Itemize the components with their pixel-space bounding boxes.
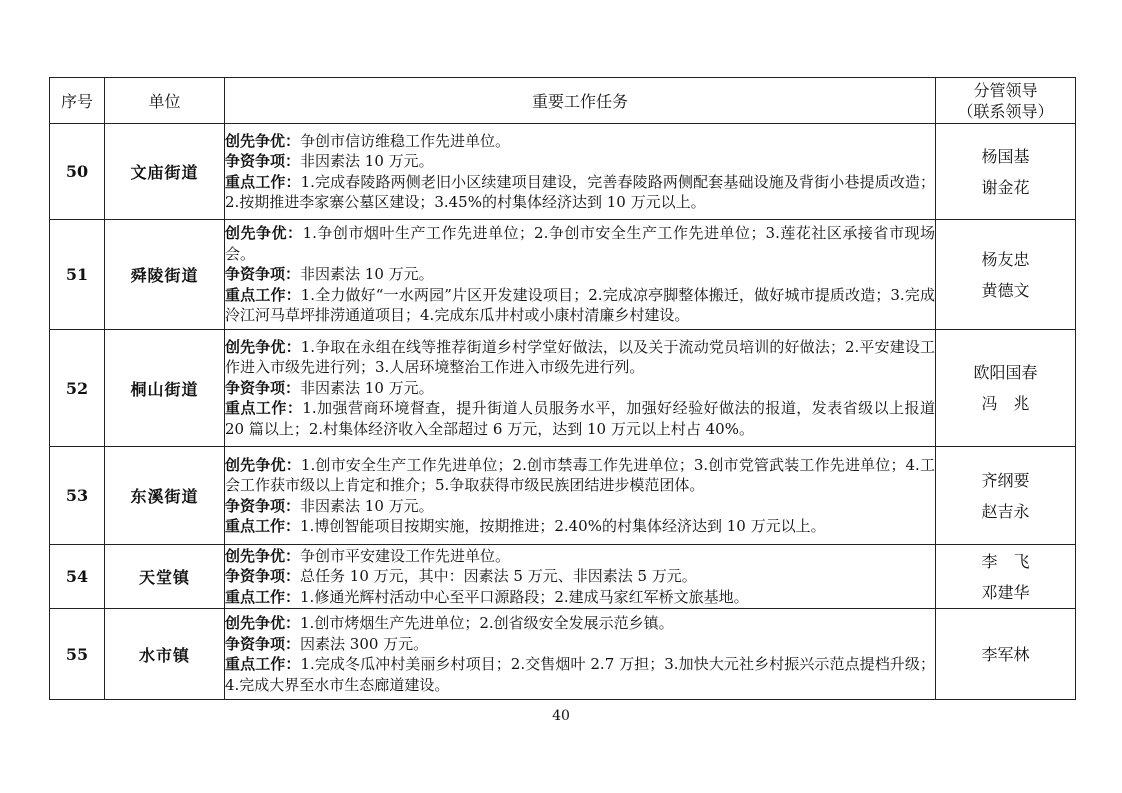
leader-name: 邓建华 <box>981 582 1030 602</box>
task-line <box>225 634 935 655</box>
task-line <box>225 398 935 439</box>
leader-name: 杨友忠 <box>981 249 1030 269</box>
row-unit: 舜陵街道 <box>105 220 225 330</box>
task-text: 非因素法 10 万元。 <box>300 496 434 515</box>
header-leader-line2: （联系领导） <box>957 101 1054 121</box>
task-text: 非因素法 10 万元。 <box>300 152 434 170</box>
task-label: 重点工作： <box>225 172 301 191</box>
task-label: 重点工作： <box>225 517 301 535</box>
task-label: 创先争优： <box>225 614 301 632</box>
row-tasks <box>225 545 936 609</box>
task-line <box>225 151 935 172</box>
row-number: 50 <box>50 124 105 220</box>
leader-name: 谢金花 <box>981 177 1030 197</box>
table-row <box>50 447 1076 545</box>
task-text: 1.博创智能项目按期实施，按期推进；2.40%的村集体经济达到 10 万元以上。 <box>300 517 826 535</box>
task-text: 非因素法 10 万元。 <box>300 378 434 397</box>
task-label: 争资争项： <box>225 152 301 170</box>
task-text: 1.完成春陵路两侧老旧小区续建项目建设，完善春陵路两侧配套基础设施及背街小巷提质改造；2.按期推进李家寨公墓区建设；3.45%的村集体经济达到 10 万元以上。 <box>225 172 935 211</box>
task-line <box>225 131 935 152</box>
row-leaders <box>936 330 1076 447</box>
task-line <box>225 587 935 608</box>
table-row <box>50 545 1076 609</box>
row-unit: 桐山街道 <box>105 330 225 447</box>
row-number: 51 <box>50 220 105 330</box>
task-text: 1.争取在永组在线等推荐街道乡村学堂好做法，以及关于流动党员培训的好做法；2.平安建设工作进入市级先进行列；3.人居环境整治工作进入市级先进行列。 <box>225 337 935 377</box>
row-number: 52 <box>50 330 105 447</box>
task-text: 1.争创市烟叶生产工作先进单位；2.争创市安全生产工作先进单位；3.莲花社区承接省市现场会。 <box>225 224 935 263</box>
header-row <box>50 78 1076 124</box>
task-label: 重点工作： <box>225 655 301 673</box>
leader-name: 杨国基 <box>981 146 1030 166</box>
task-text: 争创市平安建设工作先进单位。 <box>300 546 511 565</box>
leader-name: 黄德文 <box>981 280 1030 300</box>
leader-name: 赵吉永 <box>981 501 1030 521</box>
task-label: 争资争项： <box>225 496 301 515</box>
row-unit: 水市镇 <box>105 609 225 700</box>
task-label: 争资争项： <box>225 378 301 397</box>
row-tasks <box>225 220 936 330</box>
task-label: 重点工作： <box>225 399 303 418</box>
task-label: 重点工作： <box>225 285 301 304</box>
task-label: 争资争项： <box>225 567 301 586</box>
header-seq: 序号 <box>50 78 105 124</box>
task-text: 1.全力做好“一水两园”片区开发建设项目；2.完成凉亭脚整体搬迁，做好城市提质改造；3.完成泠江河马草坪排涝通道项目；4.完成东瓜井村或小康村清廉乡村建设。 <box>225 285 935 325</box>
task-line <box>225 223 935 264</box>
leader-name: 冯 兆 <box>981 394 1030 413</box>
task-label: 创先争优： <box>225 224 303 243</box>
task-text: 1.修通光辉村活动中心至平口源路段；2.建成马家红军桥文旅基地。 <box>300 587 749 606</box>
task-text: 1.创市烤烟生产先进单位；2.创省级安全发展示范乡镇。 <box>300 614 674 632</box>
task-label: 创先争优： <box>225 455 301 474</box>
row-tasks <box>225 609 936 700</box>
row-leaders <box>936 545 1076 609</box>
header-leader <box>936 78 1076 124</box>
table-row <box>50 330 1076 447</box>
row-leaders <box>936 447 1076 545</box>
task-line <box>225 264 935 285</box>
row-number: 53 <box>50 447 105 545</box>
header-task: 重要工作任务 <box>225 78 936 124</box>
task-label: 争资争项： <box>225 265 301 284</box>
task-line <box>225 285 935 326</box>
leader-name: 李 飞 <box>981 551 1030 571</box>
task-label: 重点工作： <box>225 587 301 606</box>
row-number: 54 <box>50 545 105 609</box>
task-text: 因素法 300 万元。 <box>300 634 429 653</box>
task-line <box>225 654 935 695</box>
task-text: 1.创市安全生产工作先进单位；2.创市禁毒工作先进单位；3.创市党管武装工作先进单位；4.工会工作获市级以上肯定和推介；5.争取获得市级民族团结进步模范团体。 <box>225 455 935 494</box>
row-tasks <box>225 124 936 220</box>
row-leaders <box>936 609 1076 700</box>
task-line <box>225 546 935 567</box>
leader-name: 齐纲要 <box>981 470 1030 490</box>
table-row <box>50 609 1076 700</box>
task-line <box>225 613 935 634</box>
task-line <box>225 172 935 213</box>
leader-name: 欧阳国春 <box>973 363 1038 382</box>
task-line <box>225 337 935 378</box>
task-text: 非因素法 10 万元。 <box>300 265 434 284</box>
task-line <box>225 516 935 537</box>
tasks-table <box>49 77 1076 700</box>
row-tasks <box>225 447 936 545</box>
task-text: 争创市信访维稳工作先进单位。 <box>300 131 511 150</box>
task-text: 1.加强营商环境督查，提升街道人员服务水平，加强好经验好做法的报道，发表省级以上报道 20 篇以上；2.村集体经济收入全部超过 6 万元，达到 10 万元以上村占 40%。 <box>225 399 935 438</box>
table-body <box>50 124 1076 700</box>
task-text: 总任务 10 万元，其中：因素法 5 万元、非因素法 5 万元。 <box>300 567 697 586</box>
table-row <box>50 124 1076 220</box>
row-number: 55 <box>50 609 105 700</box>
task-text: 1.完成冬瓜冲村美丽乡村项目；2.交售烟叶 2.7 万担；3.加快大元社乡村振兴示范点提档升级；4.完成大界至水市生态廊道建设。 <box>225 655 935 694</box>
row-tasks <box>225 330 936 447</box>
row-leaders <box>936 220 1076 330</box>
task-line <box>225 455 935 496</box>
task-label: 创先争优： <box>225 337 301 356</box>
leader-name: 李军林 <box>981 644 1030 664</box>
task-line <box>225 378 935 399</box>
task-line <box>225 566 935 587</box>
task-label: 创先争优： <box>225 546 301 565</box>
table-row <box>50 220 1076 330</box>
task-label: 创先争优： <box>225 131 301 150</box>
header-leader-line1: 分管领导 <box>973 80 1038 100</box>
row-unit: 天堂镇 <box>105 545 225 609</box>
task-label: 争资争项： <box>225 634 301 653</box>
row-leaders <box>936 124 1076 220</box>
header-unit: 单位 <box>105 78 225 124</box>
row-unit: 东溪街道 <box>105 447 225 545</box>
page-number: 40 <box>552 708 570 724</box>
row-unit: 文庙街道 <box>105 124 225 220</box>
task-line <box>225 496 935 517</box>
